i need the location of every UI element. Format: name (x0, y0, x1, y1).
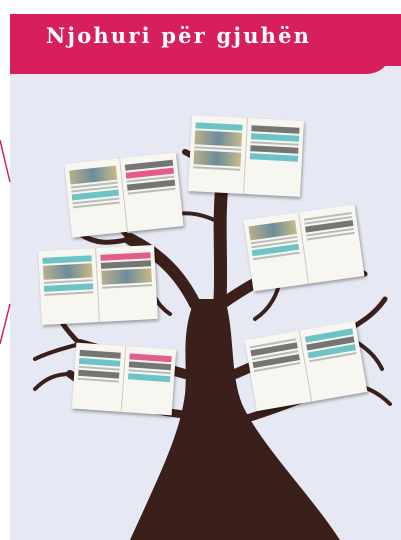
page-title: Njohuri për gjuhën (46, 23, 312, 48)
book-thumbnail (64, 152, 183, 237)
book-thumbnail (188, 115, 304, 197)
book-thumbnail (72, 343, 176, 416)
book-thumbnail (244, 205, 365, 292)
book-thumbnail (38, 245, 158, 325)
